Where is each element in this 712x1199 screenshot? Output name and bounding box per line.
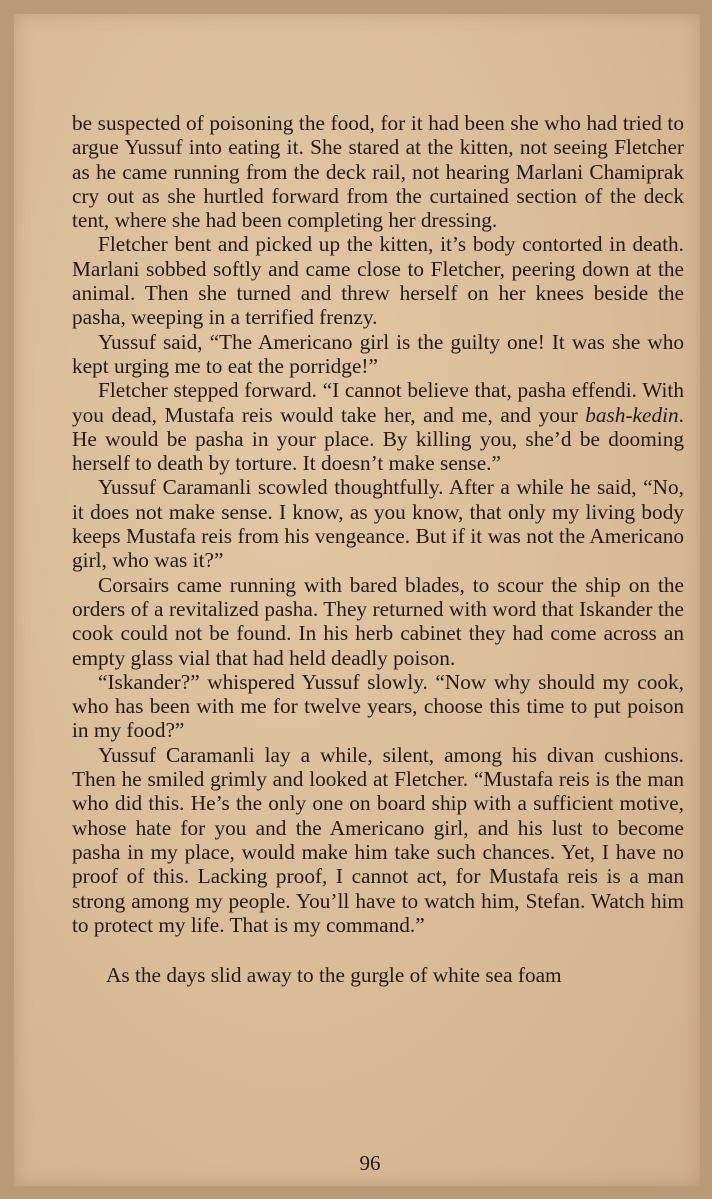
page-number: 96	[359, 1151, 381, 1175]
paragraph	[72, 743, 684, 937]
paragraph-text: Corsairs came running with bared blades, to scour the ship on the orders of a revitalized pasha. They returned with word that Iskander the cook could not be found. In his herb cabinet they had come across an empty glass vial that had held deadly poison.	[72, 572, 684, 670]
paragraph-text: be suspected of poisoning the food, for it had been she who had tried to argue Yussuf into eating it. She stared at the kitten, not seeing Fletcher as he came running from the deck rail, not hearing Marlani Chamiprak cry out as she hurtled forward from the curtained section of the deck tent, where she had been completing her dressing.	[72, 111, 684, 233]
paragraph-text: Fletcher bent and picked up the kitten, it’s body contorted in death. Marlani sobbed softly and came close to Fletcher, peering down at the animal. Then she turned and threw herself on her knees beside the pasha, weeping in a terrified frenzy.	[72, 232, 684, 330]
paragraph-text: Yussuf said, “The Americano girl is the guilty one! It was she who kept urging me to eat the porridge!”	[72, 329, 684, 378]
paragraph	[72, 111, 684, 232]
paragraph	[72, 573, 684, 670]
paragraph-text: Yussuf Caramanli scowled thoughtfully. After a while he said, “No, it does not make sense. I know, as you know, that only my living body keeps Mustafa reis from his vengeance. But if it was not the Americano girl, who was it?”	[72, 475, 684, 573]
italic-term: bash-kedin	[585, 402, 679, 427]
book-page	[14, 14, 700, 1186]
paragraph-text: As the days slid away to the gurgle of white sea foam	[106, 963, 562, 988]
paragraph-text: Fletcher stepped forward. “I cannot believe that, pasha effendi. With you dead, Mustafa reis would take her, and me, and your	[72, 378, 684, 427]
paragraph	[72, 378, 684, 475]
paragraph	[72, 232, 684, 329]
paragraph-text: . He would be pasha in your place. By killing you, she’d be dooming herself to death by torture. It doesn’t make sense.”	[72, 402, 684, 476]
page-body-text	[72, 111, 684, 987]
paragraph-text: “Iskander?” whispered Yussuf slowly. “Now why should my cook, who has been with me for twelve years, choose this time to put poison in my food?”	[72, 669, 684, 743]
paragraph	[72, 475, 684, 572]
paragraph	[72, 330, 684, 379]
paragraph	[72, 670, 684, 743]
paragraph	[72, 963, 684, 987]
paragraph-text: Yussuf Caramanli lay a while, silent, among his divan cushions. Then he smiled grimly and looked at Fletcher. “Mustafa reis is the man who did this. He’s the only one on board ship with a sufficient motive, whose hate for you and the Americano girl, and his lust to become pasha in my place, would make him take such chances. Yet, I have no proof of this. Lacking proof, I cannot act, for Mustafa reis is a man strong among my people. You’ll have to watch him, Stefan. Watch him to protect my life. That is my command.”	[72, 742, 684, 937]
